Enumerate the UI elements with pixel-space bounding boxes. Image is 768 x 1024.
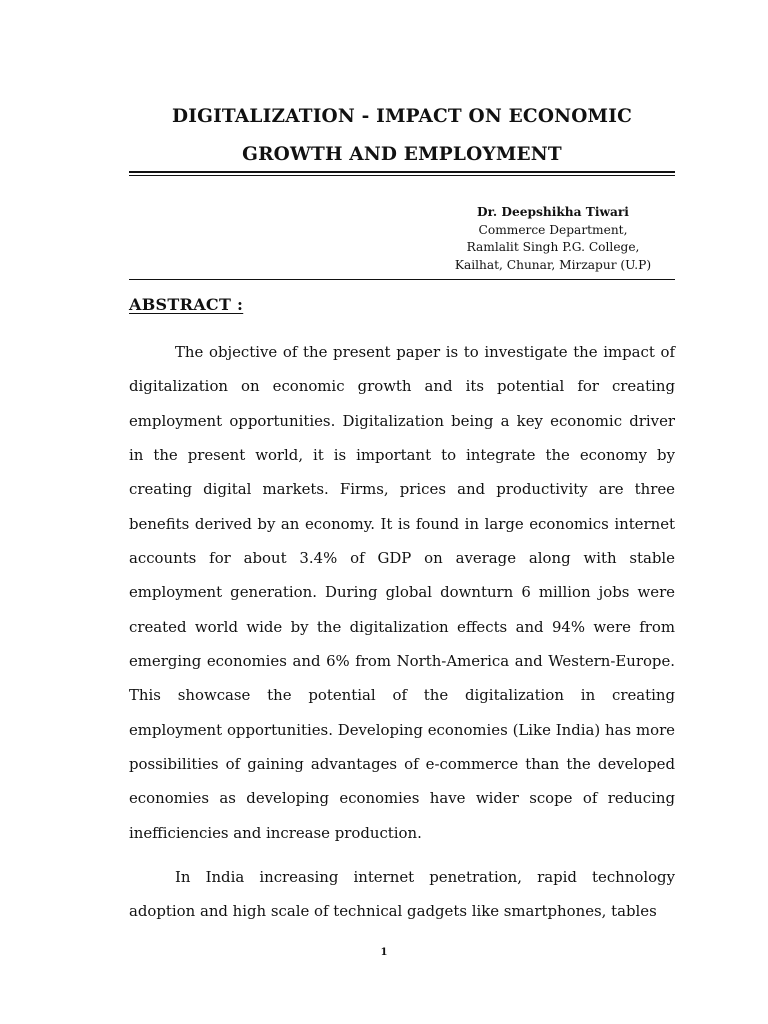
abstract-heading: ABSTRACT :: [129, 295, 244, 314]
author-divider: [129, 279, 675, 280]
title-divider: [129, 171, 675, 176]
author-college: Ramlalit Singh P.G. College,: [466, 240, 640, 254]
author-block: [440, 204, 666, 274]
author-department: Commerce Department,: [478, 222, 628, 237]
abstract-paragraph-2: In India increasing internet penetration, rapid technology adoption and high scale of technical gadgets like smartphones, tables: [129, 868, 675, 921]
abstract-paragraph-1: The objective of the present paper is to investigate the impact of digitalization on economic growth and its potential for creating employment opportunities. Digitalization being a key economic driver in the present world, it is important to integrate the economy by creating digital markets. Firms, prices and productivity are three benefits derived by an economy. It is found in large economics internet accounts for about 3.4% of GDP on average along with stable employment generation. During global downturn 6 million jobs were created world wide by the digitalization effects and 94% were from emerging economies and 6% from North-America and Western-Europe. This showcase the potential of the digitalization in creating employment opportunities. Developing economies (Like India) has more possibilities of gaining advantages of e-commerce than the developed economies as developing economies have wider scope of reducing inefficiencies and increase production.: [129, 343, 675, 842]
author-address: Kailhat, Chunar, Mirzapur (U.P): [454, 257, 652, 272]
paper-title-line-1: DIGITALIZATION - IMPACT ON ECONOMIC: [171, 106, 633, 127]
page-number: 1: [380, 947, 388, 958]
paper-title-line-2: GROWTH AND EMPLOYMENT: [242, 144, 562, 165]
author-name: Dr. Deepshikha Tiwari: [477, 205, 629, 219]
